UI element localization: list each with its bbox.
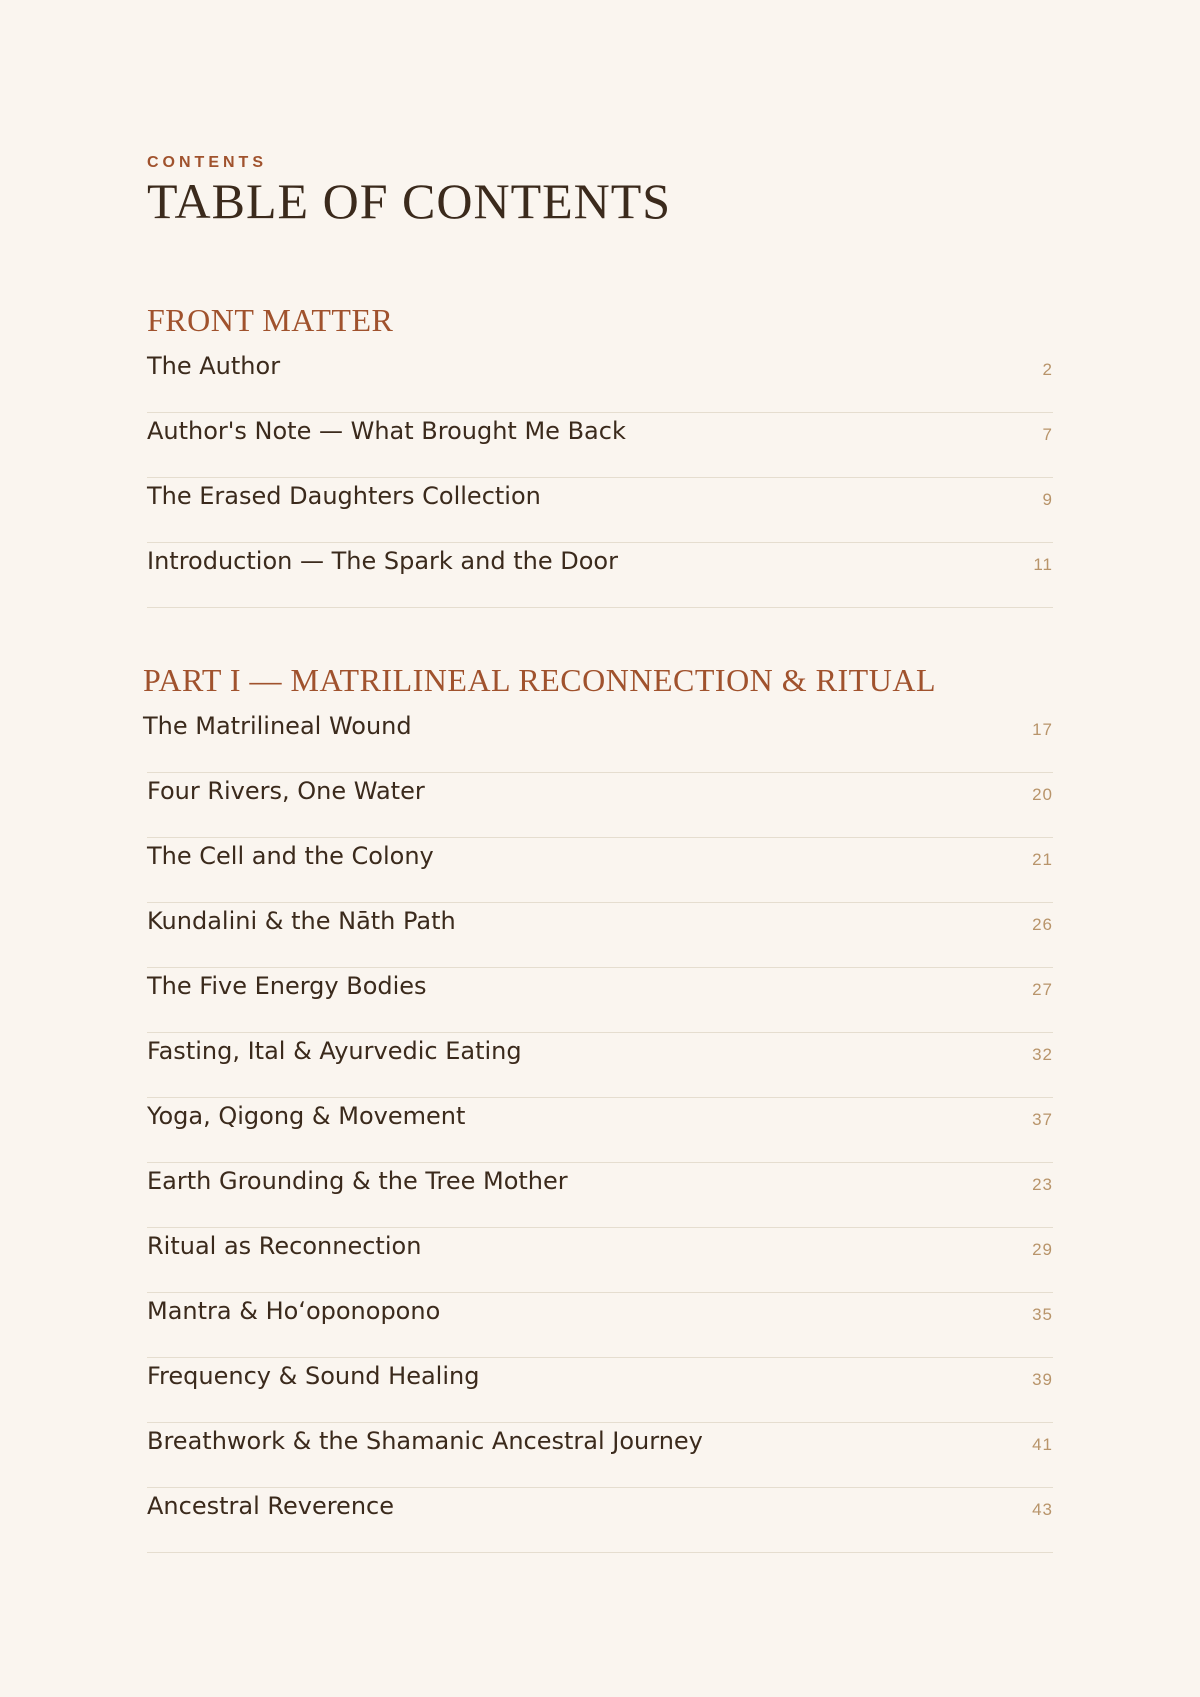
toc-entry-title: Author's Note — What Brought Me Back — [147, 417, 626, 445]
toc-entry[interactable] — [147, 348, 1053, 413]
toc-entry-title: Kundalini & the Nāth Path — [147, 907, 456, 935]
toc-entry-title: Earth Grounding & the Tree Mother — [147, 1167, 568, 1195]
toc-list-part-1 — [143, 708, 1053, 1553]
toc-entry-page: 2 — [1042, 360, 1053, 379]
toc-entry-title: Yoga, Qigong & Movement — [147, 1102, 466, 1130]
toc-entry-page: 17 — [1032, 720, 1053, 739]
toc-entry[interactable] — [147, 1423, 1053, 1488]
toc-entry-title: Mantra & Hoʻoponopono — [147, 1297, 441, 1325]
toc-entry[interactable] — [147, 773, 1053, 838]
toc-entry[interactable] — [147, 1163, 1053, 1228]
toc-entry-title: Frequency & Sound Healing — [147, 1362, 480, 1390]
toc-entry-page: 11 — [1033, 555, 1053, 574]
toc-entry-page: 29 — [1032, 1240, 1053, 1259]
toc-entry-page: 32 — [1032, 1045, 1053, 1064]
toc-entry-title: The Author — [147, 352, 281, 380]
toc-entry-title: The Erased Daughters Collection — [147, 482, 541, 510]
toc-entry[interactable] — [147, 1098, 1053, 1163]
toc-entry-title: Breathwork & the Shamanic Ancestral Journey — [147, 1427, 703, 1455]
toc-entry[interactable] — [143, 708, 1053, 773]
toc-entry-title: The Cell and the Colony — [147, 842, 434, 870]
toc-entry-page: 35 — [1032, 1305, 1053, 1324]
toc-entry-page: 41 — [1032, 1435, 1053, 1454]
toc-entry[interactable] — [147, 1293, 1053, 1358]
toc-entry-title: Four Rivers, One Water — [147, 777, 425, 805]
toc-entry-page: 43 — [1032, 1500, 1053, 1519]
toc-entry[interactable] — [147, 543, 1053, 608]
toc-entry-page: 27 — [1032, 980, 1053, 999]
toc-entry-page: 39 — [1032, 1370, 1053, 1389]
toc-entry-page: 37 — [1032, 1110, 1053, 1129]
toc-entry[interactable] — [147, 1358, 1053, 1423]
eyebrow-label: CONTENTS — [147, 154, 267, 171]
section-heading-front-matter: FRONT MATTER — [147, 302, 394, 338]
toc-entry[interactable] — [147, 903, 1053, 968]
toc-entry-title: Introduction — The Spark and the Door — [147, 547, 618, 575]
toc-entry-page: 7 — [1042, 425, 1053, 444]
toc-entry-page: 9 — [1042, 490, 1053, 509]
toc-entry[interactable] — [147, 838, 1053, 903]
toc-entry[interactable] — [147, 1033, 1053, 1098]
toc-entry[interactable] — [147, 413, 1053, 478]
toc-entry-title: Ancestral Reverence — [147, 1492, 394, 1520]
toc-entry-page: 26 — [1032, 915, 1053, 934]
toc-entry-title: The Matrilineal Wound — [143, 712, 412, 740]
toc-entry-page: 21 — [1032, 850, 1053, 869]
toc-list-front-matter — [147, 348, 1053, 608]
toc-entry[interactable] — [147, 1228, 1053, 1293]
toc-entry-title: The Five Energy Bodies — [147, 972, 427, 1000]
toc-entry-page: 20 — [1032, 785, 1053, 804]
toc-entry[interactable] — [147, 1488, 1053, 1553]
toc-entry-title: Ritual as Reconnection — [147, 1232, 422, 1260]
toc-entry-page: 23 — [1032, 1175, 1053, 1194]
section-heading-part-1: PART I — MATRILINEAL RECONNECTION & RITUAL — [143, 662, 936, 698]
toc-entry-title: Fasting, Ital & Ayurvedic Eating — [147, 1037, 522, 1065]
toc-entry[interactable] — [147, 478, 1053, 543]
page-title: TABLE OF CONTENTS — [147, 173, 672, 229]
toc-entry[interactable] — [147, 968, 1053, 1033]
